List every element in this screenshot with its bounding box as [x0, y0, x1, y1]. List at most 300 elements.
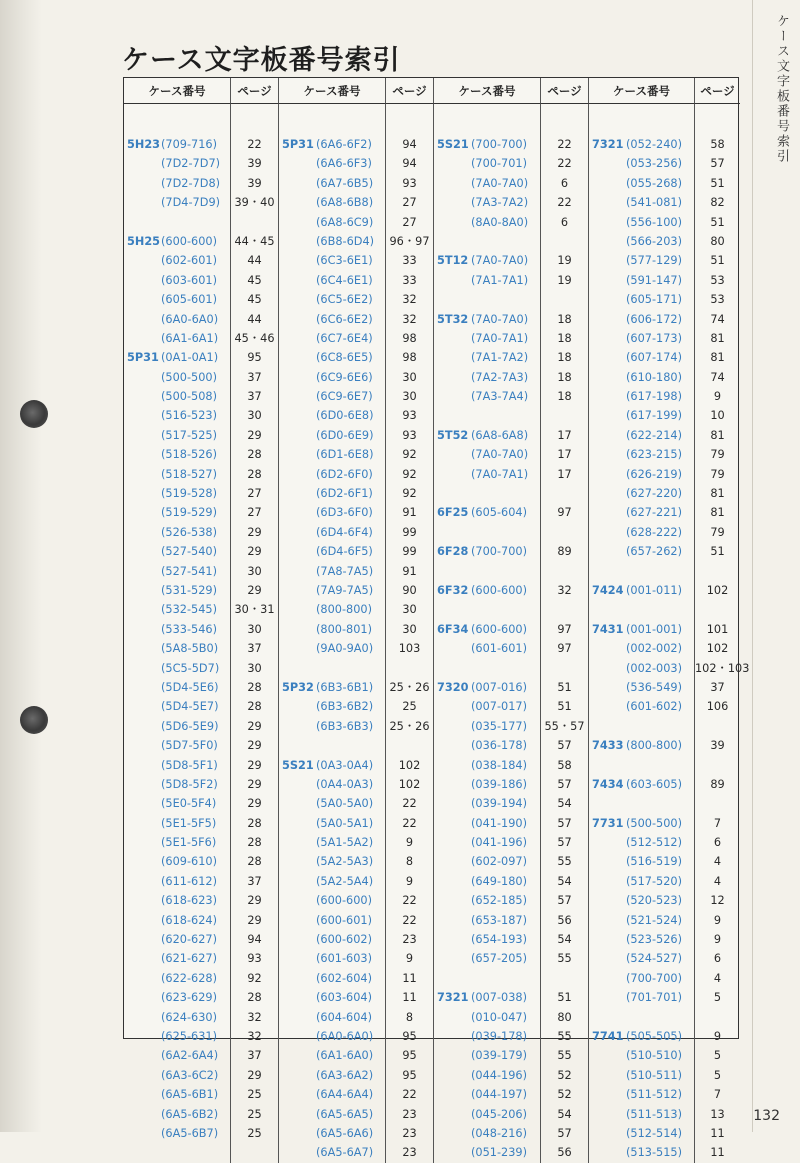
case-entry — [434, 368, 540, 387]
case-model-prefix — [589, 1143, 626, 1162]
case-dial-code: (591-147) — [626, 273, 683, 287]
case-dial-code: (516-523) — [161, 409, 218, 423]
page-reference: 22 — [402, 913, 417, 927]
page-reference: 27 — [247, 487, 262, 501]
case-dial-code: (627-221) — [626, 506, 683, 520]
case-entry — [279, 426, 385, 445]
case-dial-code: (7A8-7A5) — [316, 564, 374, 578]
case-entry — [434, 387, 540, 406]
case-model-prefix — [279, 852, 316, 871]
case-entry — [124, 1085, 230, 1104]
page-reference: 99 — [402, 525, 417, 539]
case-entry — [279, 329, 385, 348]
page-reference: 51 — [710, 176, 725, 190]
case-dial-code: (618-623) — [161, 894, 218, 908]
case-dial-code: (606-172) — [626, 312, 683, 326]
case-entry — [434, 697, 540, 716]
case-dial-code: (7A1-7A2) — [471, 351, 529, 365]
case-entry — [589, 387, 694, 406]
case-dial-code: (9A0-9A0) — [316, 642, 374, 656]
case-dial-code: (500-500) — [626, 816, 683, 830]
case-dial-code: (519-528) — [161, 487, 218, 501]
case-entry — [434, 600, 540, 619]
case-model-prefix — [434, 1046, 471, 1065]
case-dial-code: (600-601) — [316, 913, 373, 927]
case-entry — [279, 659, 385, 678]
case-model-prefix — [124, 736, 161, 755]
page-reference: 57 — [557, 739, 572, 753]
case-model-prefix — [589, 1085, 626, 1104]
case-model-prefix — [434, 852, 471, 871]
case-model-prefix — [124, 775, 161, 794]
case-model-prefix — [589, 949, 626, 968]
case-dial-code: (6D1-6E8) — [316, 448, 374, 462]
case-dial-code: (511-512) — [626, 1088, 683, 1102]
case-model-prefix — [279, 193, 316, 212]
page-reference: 8 — [405, 1010, 414, 1024]
case-dial-code: (6D0-6E9) — [316, 428, 374, 442]
case-model-prefix — [279, 639, 316, 658]
case-entry — [434, 213, 540, 232]
case-model-prefix — [589, 484, 626, 503]
case-dial-code: (610-180) — [626, 370, 683, 384]
case-entry — [279, 620, 385, 639]
page-reference: 51 — [557, 680, 572, 694]
page-reference: 37 — [247, 1049, 262, 1063]
case-entry — [589, 310, 694, 329]
case-entry — [589, 600, 694, 619]
page-reference: 93 — [402, 428, 417, 442]
page-reference: 30 — [247, 622, 262, 636]
page-reference: 22 — [557, 157, 572, 171]
case-dial-code: (511-513) — [626, 1107, 683, 1121]
case-model-prefix — [279, 1066, 316, 1085]
page-reference: 90 — [402, 583, 417, 597]
case-model-prefix: 5T12 — [437, 254, 469, 268]
binder-hole-lower — [20, 706, 48, 734]
page-reference: 23 — [402, 1126, 417, 1140]
case-entry — [124, 659, 230, 678]
case-model-prefix — [434, 1124, 471, 1143]
case-model-prefix — [589, 154, 626, 173]
case-model-prefix — [589, 1008, 626, 1027]
case-model-prefix — [124, 1085, 161, 1104]
case-entry — [589, 348, 694, 367]
page-reference: 94 — [402, 138, 417, 151]
case-entry — [434, 174, 540, 193]
case-entry — [279, 949, 385, 968]
case-model-prefix — [279, 1008, 316, 1027]
case-model-prefix — [279, 794, 316, 813]
case-model-prefix — [434, 814, 471, 833]
case-dial-code: (6D3-6F0) — [316, 506, 373, 520]
page-reference: 54 — [557, 933, 572, 947]
case-model-prefix — [589, 251, 626, 270]
case-model-prefix — [279, 600, 316, 619]
case-dial-code: (5E1-5F5) — [161, 816, 217, 830]
case-model-prefix — [124, 542, 161, 561]
side-tab-label: ケース文字板番号索引 — [774, 14, 789, 164]
page-reference: 22 — [402, 894, 417, 908]
page-reference: 19 — [557, 273, 572, 287]
page-reference: 81 — [710, 428, 725, 442]
case-model-prefix — [589, 523, 626, 542]
case-entry — [124, 1066, 230, 1085]
page-reference: 18 — [557, 370, 572, 384]
header-page: ページ — [386, 78, 434, 104]
page-reference: 89 — [710, 777, 725, 791]
case-model-prefix — [589, 678, 626, 697]
page-reference — [541, 969, 588, 988]
case-entry — [279, 387, 385, 406]
case-entry — [279, 969, 385, 988]
page-reference: 6 — [713, 952, 722, 966]
case-entry — [124, 484, 230, 503]
case-entry — [434, 1143, 540, 1162]
case-entry — [279, 697, 385, 716]
case-model-prefix — [279, 988, 316, 1007]
page-reference: 17 — [557, 448, 572, 462]
page-reference: 51 — [710, 254, 725, 268]
case-number-column — [434, 104, 541, 1163]
page-reference: 102・103 — [695, 661, 750, 675]
page-reference: 92 — [247, 971, 262, 985]
page-reference: 89 — [557, 545, 572, 559]
case-model-prefix — [124, 174, 161, 193]
case-dial-code: (6A8-6A8) — [471, 428, 529, 442]
case-entry — [434, 659, 540, 678]
page-reference: 6 — [560, 176, 569, 190]
page-reference: 9 — [405, 952, 414, 966]
case-entry — [124, 1105, 230, 1124]
case-entry — [434, 193, 540, 212]
case-model-prefix — [434, 756, 471, 775]
case-model-prefix — [124, 911, 161, 930]
case-dial-code: (002-002) — [626, 642, 683, 656]
page-reference: 25 — [247, 1088, 262, 1102]
case-entry — [434, 1085, 540, 1104]
case-entry — [279, 1143, 385, 1162]
case-entry — [279, 1066, 385, 1085]
case-model-prefix — [124, 368, 161, 387]
case-entry — [589, 697, 694, 716]
case-entry — [589, 639, 694, 658]
case-model-prefix — [124, 930, 161, 949]
case-dial-code: (6A8-6C9) — [316, 215, 374, 229]
case-model-prefix — [434, 1027, 471, 1046]
case-entry — [589, 833, 694, 852]
case-dial-code: (5D4-5E7) — [161, 700, 219, 714]
case-entry — [124, 135, 230, 154]
page-reference: 9 — [713, 390, 722, 404]
page-reference: 79 — [710, 467, 725, 481]
page-reference: 58 — [557, 758, 572, 772]
case-model-prefix: 7431 — [592, 622, 624, 636]
page-reference: 17 — [557, 428, 572, 442]
case-entry — [434, 484, 540, 503]
case-dial-code: (6C8-6E5) — [316, 351, 373, 365]
case-model-prefix — [124, 620, 161, 639]
case-model-prefix — [124, 891, 161, 910]
case-model-prefix — [279, 387, 316, 406]
case-entry — [124, 426, 230, 445]
case-entry — [434, 251, 540, 270]
case-dial-code: (536-549) — [626, 680, 683, 694]
page-reference: 97 — [557, 622, 572, 636]
page-reference — [695, 794, 740, 813]
case-entry — [279, 1046, 385, 1065]
case-dial-code: (7D2-7D8) — [161, 176, 221, 190]
page-reference: 30 — [402, 622, 417, 636]
case-dial-code: (6D0-6E8) — [316, 409, 374, 423]
case-model-prefix — [589, 872, 626, 891]
case-entry — [434, 445, 540, 464]
page-reference: 91 — [402, 506, 417, 520]
case-dial-code: (5E0-5F4) — [161, 797, 217, 811]
page-reference: 30 — [402, 603, 417, 617]
case-entry — [589, 213, 694, 232]
case-entry — [434, 930, 540, 949]
case-dial-code: (518-527) — [161, 467, 218, 481]
case-entry — [279, 135, 385, 154]
case-dial-code: (039-178) — [471, 1029, 528, 1043]
case-entry — [589, 891, 694, 910]
case-model-prefix — [124, 756, 161, 775]
case-entry — [434, 271, 540, 290]
page-reference: 29 — [247, 913, 262, 927]
page-reference: 37 — [247, 390, 262, 404]
page-reference: 45 — [247, 293, 262, 307]
page-reference: 9 — [713, 933, 722, 947]
case-dial-code: (620-627) — [161, 933, 218, 947]
case-model-prefix — [589, 426, 626, 445]
case-entry — [279, 911, 385, 930]
case-entry — [124, 329, 230, 348]
case-dial-code: (044-196) — [471, 1068, 528, 1082]
page-reference: 11 — [402, 991, 417, 1005]
page-reference: 95 — [402, 1029, 417, 1043]
case-entry — [434, 542, 540, 561]
case-model-prefix — [434, 717, 471, 736]
case-model-prefix — [589, 193, 626, 212]
case-entry — [124, 872, 230, 891]
case-entry — [279, 290, 385, 309]
case-entry — [279, 154, 385, 173]
case-entry — [589, 872, 694, 891]
case-entry — [434, 1008, 540, 1027]
case-dial-code: (6A8-6B8) — [316, 196, 374, 210]
case-entry — [124, 911, 230, 930]
case-model-prefix — [124, 833, 161, 852]
case-dial-code: (556-100) — [626, 215, 683, 229]
case-model-prefix: 5T52 — [437, 428, 469, 442]
case-dial-code: (500-508) — [161, 390, 218, 404]
case-entry — [279, 1008, 385, 1027]
case-entry — [279, 251, 385, 270]
page-reference: 30・31 — [234, 603, 275, 617]
case-dial-code: (7D2-7D7) — [161, 157, 221, 171]
case-dial-code: (0A3-0A4) — [316, 758, 374, 772]
page-reference: 39・40 — [234, 196, 275, 210]
case-model-prefix — [589, 794, 626, 813]
case-dial-code: (524-527) — [626, 952, 683, 966]
page-reference: 95 — [402, 1049, 417, 1063]
case-model-prefix — [589, 717, 626, 736]
case-entry — [279, 174, 385, 193]
case-entry — [589, 251, 694, 270]
case-entry — [124, 852, 230, 871]
case-dial-code: (627-220) — [626, 487, 683, 501]
case-dial-code: (6A2-6A4) — [161, 1049, 219, 1063]
case-dial-code: (6A5-6A5) — [316, 1107, 374, 1121]
page-reference: 37 — [247, 874, 262, 888]
case-dial-code: (607-173) — [626, 331, 683, 345]
page-reference: 29 — [247, 739, 262, 753]
page-reference: 25 — [247, 1126, 262, 1140]
case-dial-code: (5D4-5E6) — [161, 680, 219, 694]
case-dial-code: (602-097) — [471, 855, 528, 869]
case-dial-code: (605-604) — [471, 506, 528, 520]
case-dial-code: (523-526) — [626, 933, 683, 947]
case-dial-code: (600-600) — [161, 234, 218, 248]
case-dial-code: (800-800) — [626, 739, 683, 753]
case-entry — [434, 523, 540, 542]
case-model-prefix — [434, 1143, 471, 1162]
case-dial-code: (5D8-5F1) — [161, 758, 218, 772]
case-entry — [124, 406, 230, 425]
case-model-prefix — [589, 174, 626, 193]
case-entry — [124, 697, 230, 716]
case-model-prefix — [124, 988, 161, 1007]
page-reference: 80 — [557, 1010, 572, 1024]
case-model-prefix — [434, 562, 471, 581]
case-model-prefix — [279, 814, 316, 833]
page-reference: 23 — [402, 1146, 417, 1160]
case-dial-code: (6A5-6A7) — [316, 1146, 374, 1160]
case-entry — [434, 310, 540, 329]
page-reference: 33 — [402, 273, 417, 287]
page-reference: 29 — [247, 758, 262, 772]
case-entry — [279, 756, 385, 775]
case-dial-code: (623-629) — [161, 991, 218, 1005]
case-model-prefix — [434, 1085, 471, 1104]
case-model-prefix — [589, 465, 626, 484]
case-model-prefix — [279, 736, 316, 755]
case-dial-code: (039-186) — [471, 777, 528, 791]
page-reference: 33 — [402, 254, 417, 268]
case-dial-code: (602-604) — [316, 971, 373, 985]
case-entry — [589, 465, 694, 484]
case-dial-code: (5D7-5F0) — [161, 739, 218, 753]
case-dial-code: (626-219) — [626, 467, 683, 481]
case-dial-code: (053-256) — [626, 157, 683, 171]
page-reference: 27 — [402, 215, 417, 229]
page-reference: 29 — [247, 777, 262, 791]
page-reference: 28 — [247, 855, 262, 869]
page-number: 132 — [753, 1108, 780, 1124]
case-entry — [124, 348, 230, 367]
page-reference: 79 — [710, 448, 725, 462]
page-reference: 11 — [710, 1126, 725, 1140]
page-reference: 57 — [557, 816, 572, 830]
header-page: ページ — [541, 78, 589, 104]
case-model-prefix — [279, 406, 316, 425]
page-reference: 101 — [706, 622, 729, 636]
case-entry — [434, 1105, 540, 1124]
case-entry — [279, 213, 385, 232]
case-dial-code: (6C9-6E7) — [316, 390, 373, 404]
page-reference: 37 — [710, 680, 725, 694]
case-dial-code: (6A5-6A6) — [316, 1126, 374, 1140]
case-dial-code: (622-628) — [161, 971, 218, 985]
case-model-prefix — [434, 659, 471, 678]
case-entry — [589, 1124, 694, 1143]
case-model-prefix — [589, 659, 626, 678]
case-dial-code: (7A0-7A0) — [471, 176, 529, 190]
case-dial-code: (601-603) — [316, 952, 373, 966]
case-model-prefix — [434, 329, 471, 348]
page-reference: 17 — [557, 467, 572, 481]
case-model-prefix — [589, 930, 626, 949]
case-entry — [434, 562, 540, 581]
case-model-prefix — [124, 426, 161, 445]
case-entry — [434, 756, 540, 775]
case-dial-code: (513-515) — [626, 1146, 683, 1160]
case-dial-code: (653-187) — [471, 913, 528, 927]
case-dial-code: (007-017) — [471, 700, 528, 714]
page-reference: 37 — [247, 370, 262, 384]
case-dial-code: (5A2-5A3) — [316, 855, 374, 869]
case-number-column — [589, 104, 695, 1163]
page-reference: 94 — [247, 933, 262, 947]
case-model-prefix — [589, 911, 626, 930]
page-reference — [695, 562, 740, 581]
page-reference: 29 — [247, 719, 262, 733]
case-dial-code: (6C5-6E2) — [316, 293, 373, 307]
case-dial-code: (6A3-6C2) — [161, 1068, 219, 1082]
page-reference: 97 — [557, 642, 572, 656]
page-reference: 28 — [247, 991, 262, 1005]
case-dial-code: (7A9-7A5) — [316, 583, 374, 597]
case-model-prefix: 7434 — [592, 777, 624, 791]
case-dial-code: (510-511) — [626, 1068, 683, 1082]
case-dial-code: (654-193) — [471, 933, 528, 947]
case-model-prefix: 7424 — [592, 583, 624, 597]
case-model-prefix: 5P31 — [127, 351, 159, 365]
case-model-prefix — [589, 406, 626, 425]
case-dial-code: (512-512) — [626, 836, 683, 850]
case-index-table — [123, 77, 750, 1160]
case-entry — [279, 562, 385, 581]
case-entry — [279, 736, 385, 755]
case-dial-code: (6B3-6B1) — [316, 680, 374, 694]
case-model-prefix — [124, 523, 161, 542]
case-entry — [279, 717, 385, 736]
page-reference: 81 — [710, 351, 725, 365]
page-reference: 57 — [557, 836, 572, 850]
case-model-prefix: 5T32 — [437, 312, 469, 326]
page-reference: 19 — [557, 254, 572, 268]
case-entry — [589, 930, 694, 949]
case-model-prefix — [279, 310, 316, 329]
page-reference: 92 — [402, 467, 417, 481]
case-entry — [434, 639, 540, 658]
case-entry — [124, 891, 230, 910]
case-model-prefix — [279, 1085, 316, 1104]
case-dial-code: (6A7-6B5) — [316, 176, 374, 190]
case-dial-code: (519-529) — [161, 506, 218, 520]
case-dial-code: (5E1-5F6) — [161, 836, 217, 850]
